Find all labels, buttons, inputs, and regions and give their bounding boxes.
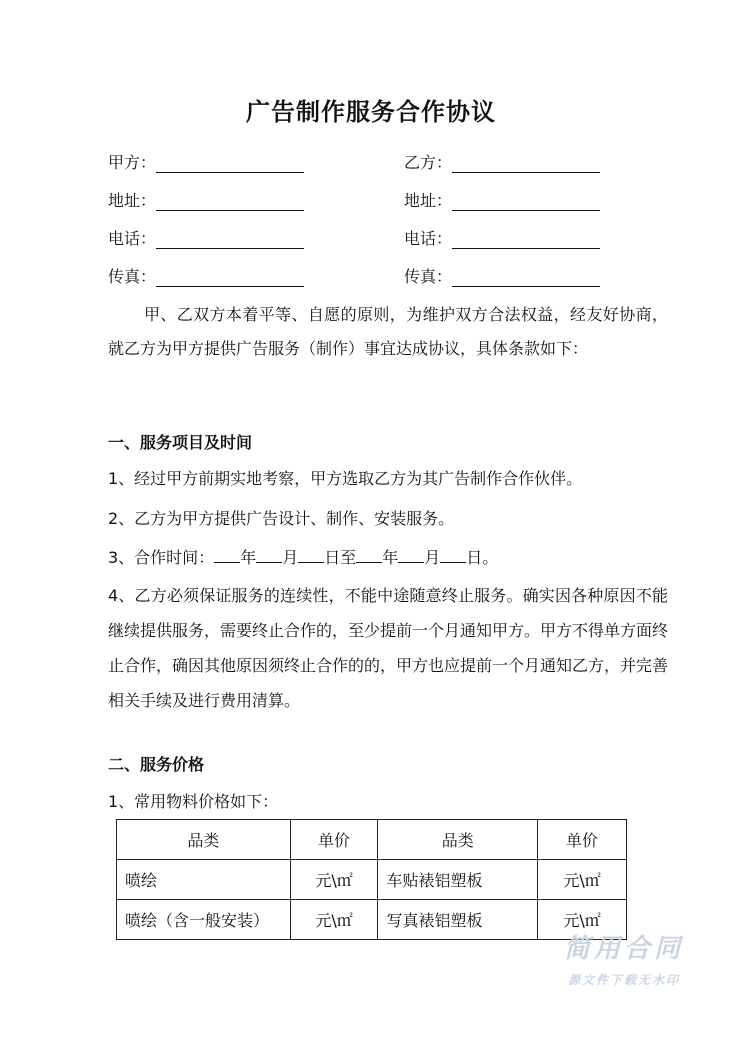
party-a-blank — [156, 155, 304, 173]
table-cell: 车贴裱铝塑板 — [378, 860, 538, 900]
table-cell: 写真裱铝塑板 — [378, 900, 538, 940]
party-a-fax-label: 传真： — [108, 267, 157, 286]
document-title: 广告制作服务合作协议 — [246, 98, 496, 126]
section-2-item-1: 1、常用物料价格如下： — [108, 792, 279, 811]
table-cell: 元\㎡ — [538, 860, 627, 900]
start-day-blank — [298, 547, 324, 563]
party-a-phone-blank — [156, 231, 304, 249]
party-a-address-row — [108, 188, 304, 210]
intro-paragraph: 甲、乙双方本着平等、自愿的原则，为维护双方合法权益，经友好协商，就乙方为甲方提供广告服务（制作）事宜达成协议，具体条款如下： — [108, 305, 668, 358]
watermark — [564, 928, 684, 988]
table-header: 单价 — [538, 820, 627, 860]
table-cell: 喷绘 — [117, 860, 291, 900]
end-day-unit: 日。 — [466, 548, 499, 567]
table-cell: 元\㎡ — [290, 900, 378, 940]
party-b-phone-row — [404, 226, 600, 248]
watermark-tagline: 源文件下载无水印 — [567, 973, 680, 987]
end-month-blank — [398, 547, 424, 563]
section-1-heading: 一、服务项目及时间 — [108, 433, 253, 452]
section-1-item-1: 1、经过甲方前期实地考察，甲方选取乙方为其广告制作合作伙伴。 — [108, 469, 583, 488]
party-b-name-row — [404, 150, 600, 172]
party-b-address-blank — [452, 193, 600, 211]
party-b-fax-label: 传真： — [404, 267, 453, 286]
party-a-fax-row — [108, 264, 304, 286]
section-2-heading: 二、服务价格 — [108, 755, 205, 774]
party-a-name-row — [108, 150, 304, 172]
party-b-address-label: 地址： — [404, 191, 453, 210]
party-b-fax-row — [404, 264, 600, 286]
party-a-phone-row — [108, 226, 304, 248]
price-table — [116, 819, 627, 940]
party-b-blank — [452, 155, 600, 173]
end-year-unit: 年 — [382, 548, 399, 567]
party-b-address-row — [404, 188, 600, 210]
start-day-to: 日至 — [324, 548, 357, 567]
party-b-label: 乙方： — [404, 153, 453, 172]
table-cell: 元\㎡ — [538, 900, 627, 940]
start-year-blank — [214, 547, 240, 563]
party-a-address-label: 地址： — [108, 191, 157, 210]
watermark-brand: 简用合同 — [563, 934, 684, 964]
end-month-unit: 月 — [424, 548, 441, 567]
section-1-item-2: 2、乙方为甲方提供广告设计、制作、安装服务。 — [108, 509, 455, 528]
table-row — [117, 900, 627, 940]
party-b-phone-label: 电话： — [404, 229, 453, 248]
table-header: 品类 — [378, 820, 538, 860]
party-a-fax-blank — [156, 269, 304, 287]
table-row — [117, 860, 627, 900]
table-cell: 元\㎡ — [290, 860, 378, 900]
table-header: 单价 — [290, 820, 378, 860]
table-cell: 喷绘（含一般安装） — [117, 900, 291, 940]
party-a-phone-label: 电话： — [108, 229, 157, 248]
table-header: 品类 — [117, 820, 291, 860]
section-1-item-3 — [108, 540, 668, 575]
table-header-row — [117, 820, 627, 860]
end-day-blank — [440, 547, 466, 563]
end-year-blank — [356, 547, 382, 563]
start-year-unit: 年 — [240, 548, 257, 567]
party-a-label: 甲方： — [108, 153, 157, 172]
party-b-fax-blank — [452, 269, 600, 287]
cooperation-time-label: 3、合作时间： — [108, 548, 215, 567]
start-month-unit: 月 — [282, 548, 299, 567]
party-a-address-blank — [156, 193, 304, 211]
start-month-blank — [256, 547, 282, 563]
party-b-phone-blank — [452, 231, 600, 249]
section-1-item-4: 4、乙方必须保证服务的连续性，不能中途随意终止服务。确实因各种原因不能继续提供服务，需要终止合作的，至少提前一个月通知甲方。甲方不得单方面终止合作，确因其他原因须终止合作的的，甲方也应提前一个月通知乙方，并完善相关手续及进行费用清算。 — [108, 586, 669, 710]
